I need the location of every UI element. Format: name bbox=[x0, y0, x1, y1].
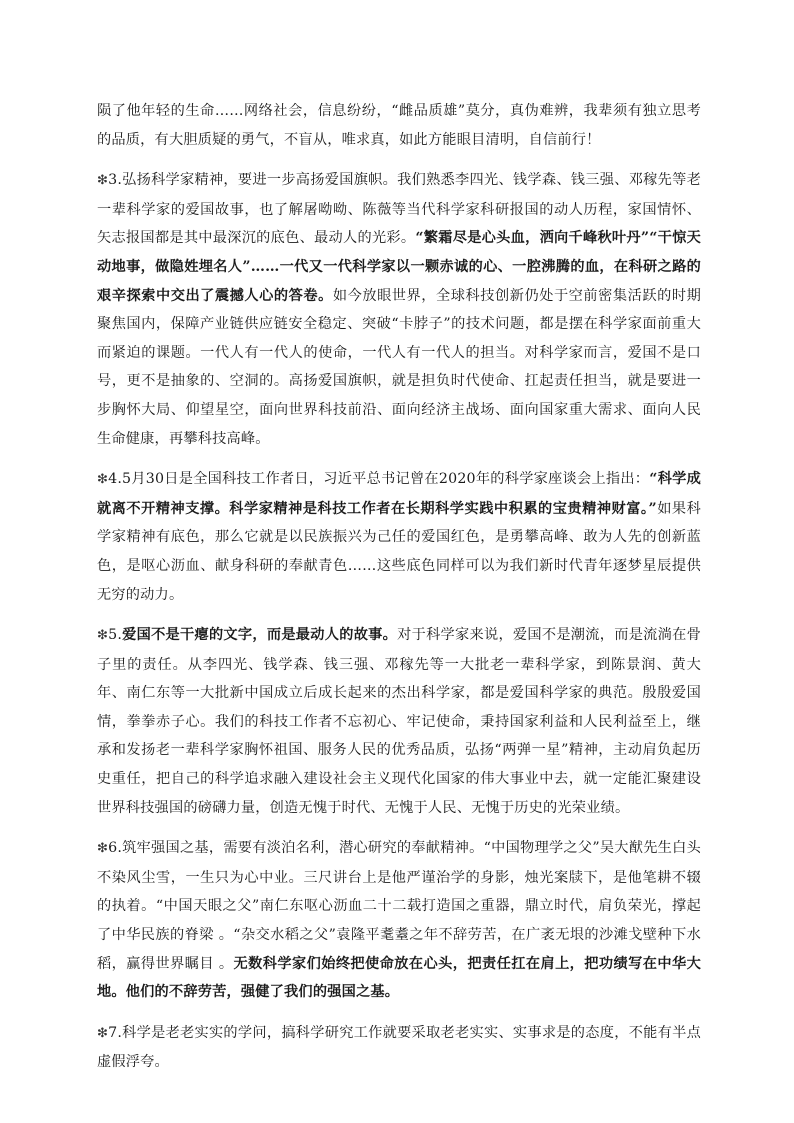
paragraph-bold-text: “繁霜尽是心头血，洒向千峰秋叶丹”“干惊天动地事，做隐姓埋名人”……一代又一代科学家以一颗赤诚的心、一腔沸腾的血，在科研之路的艰辛探索中交出了震撼人心的答卷。 bbox=[97, 230, 701, 304]
snowflake-icon: ❇ bbox=[97, 841, 109, 857]
snowflake-icon: ❇ bbox=[97, 472, 109, 488]
paragraph-text: 7.科学是老老实实的学问，搞科学研究工作就要采取老老实实、实事求是的态度，不能有半点虚假浮夸。 bbox=[97, 1024, 701, 1071]
snowflake-icon: ❇ bbox=[97, 1025, 109, 1041]
paragraph-3 bbox=[97, 166, 701, 453]
paragraph-text: 5. bbox=[108, 627, 123, 644]
document-page bbox=[97, 97, 701, 1077]
paragraph-text: 陨了他年轻的生命……网络社会，信息纷纷，“雌品质雄”莫分，真伪难辨，我辈须有独立思考的品质，有大胆质疑的勇气，不盲从，唯求真，如此方能眼目清明，自信前行！ bbox=[97, 103, 701, 148]
paragraph-text: 4.5月30日是全国科技工作者日，习近平总书记曾在2020年的科学家座谈会上指出： bbox=[108, 471, 650, 488]
paragraph-5 bbox=[97, 621, 701, 822]
snowflake-icon: ❇ bbox=[97, 628, 109, 644]
paragraph-2 bbox=[97, 97, 701, 154]
paragraph-bold-text: “科学成就离不开精神支撑。科学家精神是科技工作者在长期科学实践中积累的宝贵精神财富。” bbox=[97, 471, 701, 517]
paragraph-text: 6.筑牢强国之基，需要有淡泊名利，潜心研究的奉献精神。“中国物理学之父”吴大猷先生白头不染风尘雪，一生只为心中业。三尺讲台上是他严谨治学的身影，烛光案牍下，是他笔耕不辍的执着。“中国天眼之父”南仁东呕心沥血二十二载打造国之重器，鼎立时代，肩负荣光，撑起了中华民族的脊梁 。“杂交水稻之父”袁隆平耄耋之年不辞劳苦，在广袤无垠的沙滩戈壁种下水稻，赢得世界瞩目 。 bbox=[97, 840, 701, 972]
paragraph-6 bbox=[97, 834, 701, 1007]
paragraph-text: 如果科学家精神有底色，那么它就是以民族振兴为己任的爱国红色，是勇攀高峰、敢为人先的创新蓝色，是呕心沥血、献身科研的奉献青色……这些底色同样可以为我们新时代青年逐梦星辰提供无穷的动力。 bbox=[97, 500, 701, 603]
paragraph-bold-text: 爱国不是干瘪的文字，而是最动人的故事。 bbox=[122, 627, 398, 644]
paragraph-text: 3.弘扬科学家精神，要进一步高扬爱国旗帜。我们熟悉李四光、钱学森、钱三强、邓稼先等老一辈科学家的爱国故事，也了解屠呦呦、陈薇等当代科学家科研报国的动人历程，家国情怀、矢志报国都是其中最深沉的底色、最动人的光彩。 bbox=[97, 172, 701, 247]
paragraph-4 bbox=[97, 465, 701, 609]
paragraph-text: 对于科学家来说，爱国不是潮流，而是流淌在骨子里的责任。从李四光、钱学森、钱三强、邓稼先等一大批老一辈科学家，到陈景润、黄大年、南仁东等一大批新中国成立后成长起来的杰出科学家，都是爱国科学家的典范。殷殷爱国情，拳拳赤子心。我们的科技工作者不忘初心、牢记使命，秉持国家利益和人民利益至上，继承和发扬老一辈科学家胸怀祖国、服务人民的优秀品质，弘扬“两弹一星”精神，主动肩负起历史重任，把自己的科学追求融入建设社会主义现代化国家的伟大事业中去，就一定能汇聚建设世界科技强国的磅礴力量，创造无愧于时代、无愧于人民、无愧于历史的光荣业绩。 bbox=[97, 627, 701, 816]
snowflake-icon: ❇ bbox=[97, 173, 109, 189]
paragraph-bold-text: 无数科学家们始终把使命放在心头，把责任扛在肩上，把功绩写在中华大地。他们的不辞劳苦，强健了我们的强国之基。 bbox=[97, 955, 702, 1001]
paragraph-7 bbox=[97, 1019, 701, 1077]
paragraph-text: 如今放眼世界，全球科技创新仍处于空前密集活跃的时期 聚焦国内，保障产业链供应链安全稳定、突破“卡脖子”的技术问题，都是摆在科学家面前重大而紧迫的课题。一代人有一代人的使命，一代人有一代人的担当。对科学家而言，爱国不是口号，更不是抽象的、空洞的。高扬爱国旗帜，就是担负时代使命、扛起责任担当，就是要进一步胸怀大局、仰望星空，面向世界科技前沿、面向经济主战场、面向国家重大需求、面向人民生命健康，再攀科技高峰。 bbox=[97, 287, 701, 447]
